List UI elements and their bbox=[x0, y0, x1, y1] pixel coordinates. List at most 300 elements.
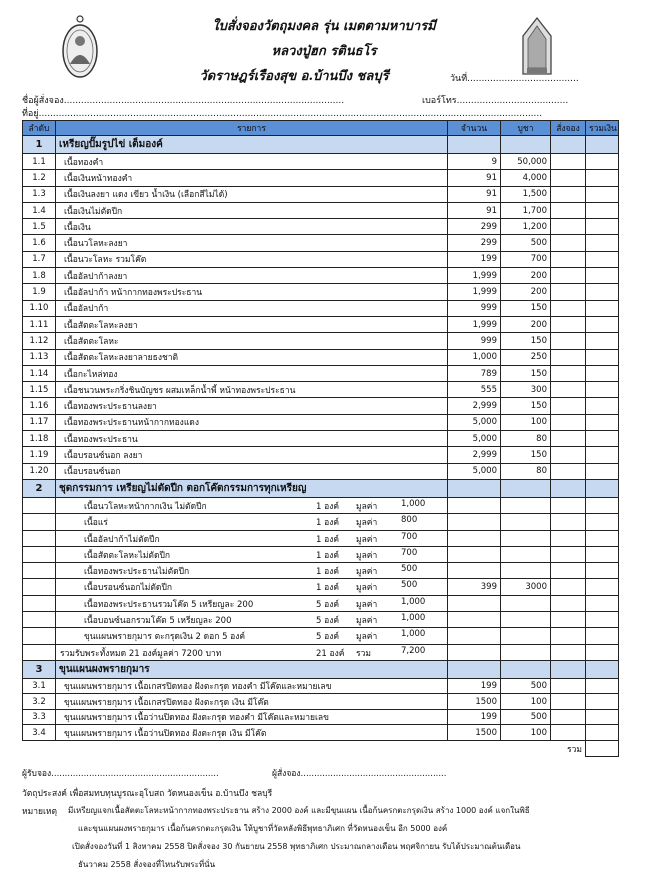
item-name: เนื้อเงินไม่ตัดปีก bbox=[56, 202, 448, 218]
item-quantity: 91 bbox=[448, 170, 501, 186]
item-value-label: มูลค่า bbox=[356, 599, 378, 610]
item-number bbox=[23, 563, 56, 579]
item-value-label: มูลค่า bbox=[356, 550, 378, 561]
section-empty-cell bbox=[501, 660, 551, 678]
item-count: 5 องค์ bbox=[316, 616, 340, 627]
section-empty-cell bbox=[551, 136, 586, 154]
item-total-cell[interactable] bbox=[586, 709, 619, 725]
item-name: เนื้อทองพระประธานหน้ากากทองแดง bbox=[56, 414, 448, 430]
item-count: 1 องค์ bbox=[316, 583, 340, 594]
item-value: 1,000 bbox=[401, 613, 426, 624]
item-value: 500 bbox=[401, 580, 418, 591]
table-row bbox=[23, 725, 619, 741]
note-label: หมายเหตุ bbox=[22, 807, 57, 817]
col-qty: จำนวน bbox=[448, 121, 501, 136]
item-quantity: 789 bbox=[448, 365, 501, 381]
table-row bbox=[23, 170, 619, 186]
temple-name: วัดราษฎร์เรืองสุข อ.บ้านบึง ชลบุรี bbox=[199, 69, 389, 84]
table-row bbox=[23, 546, 619, 562]
item-total-cell[interactable] bbox=[586, 365, 619, 381]
orderer-signature[interactable]: ผู้สั่งจอง...................................................... bbox=[272, 769, 447, 779]
item-name: เนื้อบรอนซ์นอกไม่ตัดปีก bbox=[84, 583, 172, 594]
item-count: 1 องค์ bbox=[316, 534, 340, 545]
table-row bbox=[23, 154, 619, 170]
item-number: 1.16 bbox=[23, 398, 56, 414]
order-quantity-input[interactable] bbox=[551, 694, 586, 710]
item-name: เนื้อแร่ bbox=[84, 518, 108, 529]
order-quantity-input[interactable] bbox=[551, 202, 586, 218]
item-quantity: 2,999 bbox=[448, 398, 501, 414]
item-value: 700 bbox=[401, 547, 418, 558]
item-quantity bbox=[448, 497, 501, 513]
item-count: 21 องค์ bbox=[316, 648, 345, 659]
section-empty-cell bbox=[501, 136, 551, 154]
item-quantity: 199 bbox=[448, 251, 501, 267]
item-total-cell[interactable] bbox=[586, 154, 619, 170]
table-row bbox=[23, 398, 619, 414]
table-row bbox=[23, 251, 619, 267]
item-total-cell[interactable] bbox=[586, 514, 619, 530]
item-number: 3.2 bbox=[23, 694, 56, 710]
item-name: เนื้ออัลปาก้า หน้ากากทองพระประธาน bbox=[56, 284, 448, 300]
item-number: 1.12 bbox=[23, 333, 56, 349]
item-name: เนื้อชนวนพระกริ่งชินบัญชร ผสมเหล็กน้ำพี้ หน้าทองพระประธาน bbox=[56, 382, 448, 398]
order-quantity-input[interactable] bbox=[551, 530, 586, 546]
item-value: 700 bbox=[401, 531, 418, 542]
order-quantity-input[interactable] bbox=[551, 628, 586, 644]
item-description bbox=[56, 497, 448, 513]
order-quantity-input[interactable] bbox=[551, 447, 586, 463]
table-row bbox=[23, 316, 619, 332]
item-value-label: มูลค่า bbox=[356, 632, 378, 643]
section-row bbox=[23, 136, 619, 154]
item-total-cell[interactable] bbox=[586, 497, 619, 513]
item-total-cell[interactable] bbox=[586, 414, 619, 430]
item-number bbox=[23, 644, 56, 660]
item-quantity: 1500 bbox=[448, 725, 501, 741]
item-number: 1.1 bbox=[23, 154, 56, 170]
note-line-2: และขุนแผนผงพรายกุมาร เนื้อก้นครกตะกรุดเงิน ให้บูชาที่วัดหลังพิธีพุทธาภิเศก ที่วัดหนองเข็น อีก 5000 องค์ bbox=[78, 824, 448, 833]
order-quantity-input[interactable] bbox=[551, 546, 586, 562]
item-price bbox=[501, 497, 551, 513]
date-field[interactable]: วันที่....................................... bbox=[450, 74, 579, 84]
section-empty-cell bbox=[448, 136, 501, 154]
item-total-cell[interactable] bbox=[586, 300, 619, 316]
item-quantity: 2,999 bbox=[448, 447, 501, 463]
item-number: 3.4 bbox=[23, 725, 56, 741]
item-quantity: 999 bbox=[448, 333, 501, 349]
item-price bbox=[501, 612, 551, 628]
item-quantity bbox=[448, 644, 501, 660]
grand-total-label: รวม bbox=[567, 744, 582, 755]
table-row bbox=[23, 628, 619, 644]
item-quantity: 5,000 bbox=[448, 414, 501, 430]
item-number: 1.11 bbox=[23, 316, 56, 332]
item-price: 200 bbox=[501, 316, 551, 332]
item-price: 300 bbox=[501, 382, 551, 398]
item-total-cell[interactable] bbox=[586, 628, 619, 644]
table-row bbox=[23, 709, 619, 725]
item-total-cell[interactable] bbox=[586, 235, 619, 251]
order-quantity-input[interactable] bbox=[551, 709, 586, 725]
item-name: เนื้ออัลปาก้า bbox=[56, 300, 448, 316]
item-quantity bbox=[448, 563, 501, 579]
item-price: 500 bbox=[501, 235, 551, 251]
item-number bbox=[23, 628, 56, 644]
table-row bbox=[23, 202, 619, 218]
item-number: 1.14 bbox=[23, 365, 56, 381]
item-name: เนื้อเงินหน้าทองคำ bbox=[56, 170, 448, 186]
item-number bbox=[23, 530, 56, 546]
order-quantity-input[interactable] bbox=[551, 398, 586, 414]
item-price: 1,700 bbox=[501, 202, 551, 218]
table-row bbox=[23, 235, 619, 251]
order-quantity-input[interactable] bbox=[551, 579, 586, 595]
address-field[interactable]: ที่อยู่................................................................................................................................................................................ bbox=[22, 109, 543, 119]
item-name: ขุนแผนพรายกุมาร เนื้อเกสรปิดทอง ฝังตะกรุด เงิน มีโค๊ต bbox=[56, 694, 448, 710]
section-number: 1 bbox=[23, 136, 56, 154]
item-name: เนื้อเงิน bbox=[56, 219, 448, 235]
table-row bbox=[23, 497, 619, 513]
item-total-cell[interactable] bbox=[586, 382, 619, 398]
table-header-row bbox=[23, 121, 619, 136]
item-price bbox=[501, 644, 551, 660]
item-number: 1.4 bbox=[23, 202, 56, 218]
item-number: 1.3 bbox=[23, 186, 56, 202]
item-price: 150 bbox=[501, 447, 551, 463]
item-price: 1,500 bbox=[501, 186, 551, 202]
table-row bbox=[23, 678, 619, 694]
section-title: เหรียญปั๊มรูปไข่ เต็มองค์ bbox=[56, 136, 448, 154]
set-total-row bbox=[23, 644, 619, 660]
item-total-cell[interactable] bbox=[586, 316, 619, 332]
order-quantity-input[interactable] bbox=[551, 365, 586, 381]
grand-total-row bbox=[23, 740, 619, 757]
item-total-cell[interactable] bbox=[586, 202, 619, 218]
item-name: เนื้อสัตตะโลหะลงยา bbox=[56, 316, 448, 332]
order-quantity-input[interactable] bbox=[551, 235, 586, 251]
item-total-cell[interactable] bbox=[586, 678, 619, 694]
orderer-name-field[interactable]: ชื่อผู้สั่งจอง.................................................................................................. bbox=[22, 96, 345, 106]
item-value-label: มูลค่า bbox=[356, 567, 378, 578]
table-row bbox=[23, 365, 619, 381]
order-quantity-input[interactable] bbox=[551, 463, 586, 479]
item-description bbox=[56, 628, 448, 644]
item-price bbox=[501, 595, 551, 611]
phone-field[interactable]: เบอร์โทร....................................... bbox=[422, 96, 569, 106]
order-quantity-input[interactable] bbox=[551, 219, 586, 235]
item-price: 3000 bbox=[501, 579, 551, 595]
receiver-signature[interactable]: ผู้รับจอง.............................................................. bbox=[22, 769, 219, 779]
item-name: เนื้อทองพระประธานลงยา bbox=[56, 398, 448, 414]
item-price: 200 bbox=[501, 284, 551, 300]
item-name: ขุนแผนพรายกุมาร เนื้อว่านปิดทอง ฝังตะกรุด ทองคำ มีโค๊ตและหมายเลข bbox=[56, 709, 448, 725]
item-description bbox=[56, 612, 448, 628]
item-price: 150 bbox=[501, 398, 551, 414]
order-quantity-input[interactable] bbox=[551, 284, 586, 300]
order-quantity-input[interactable] bbox=[551, 431, 586, 447]
item-quantity: 9 bbox=[448, 154, 501, 170]
item-total-cell[interactable] bbox=[586, 284, 619, 300]
table-row bbox=[23, 300, 619, 316]
table-row bbox=[23, 219, 619, 235]
item-name: เนื้อทองพระประธาน bbox=[56, 431, 448, 447]
item-value-label: มูลค่า bbox=[356, 583, 378, 594]
item-quantity: 1,999 bbox=[448, 316, 501, 332]
item-total-cell[interactable] bbox=[586, 612, 619, 628]
item-quantity: 91 bbox=[448, 202, 501, 218]
item-name: เนื้อทองคำ bbox=[56, 154, 448, 170]
order-quantity-input[interactable] bbox=[551, 154, 586, 170]
item-value: 500 bbox=[401, 564, 418, 575]
item-number: 1.8 bbox=[23, 268, 56, 284]
item-number: 3.1 bbox=[23, 678, 56, 694]
col-order: สั่งจอง bbox=[551, 121, 586, 136]
item-price: 500 bbox=[501, 678, 551, 694]
item-number bbox=[23, 497, 56, 513]
form-title: ใบสั่งจองวัตถุมงคล รุ่น เมตตามหาบารมี bbox=[212, 19, 436, 34]
item-count: 1 องค์ bbox=[316, 518, 340, 529]
item-description bbox=[56, 514, 448, 530]
item-total-cell[interactable] bbox=[586, 251, 619, 267]
order-table bbox=[22, 120, 619, 757]
note-line-1: มีเหรียญแจกเนื้อสัตตะโลหะหน้ากากทองพระประธาน สร้าง 2000 องค์ และมีขุนแผน เนื้อก้นครกตะกรุดเงิน สร้าง 1000 องค์ แจกในพิธี bbox=[68, 806, 530, 815]
item-description bbox=[56, 546, 448, 562]
item-number: 1.20 bbox=[23, 463, 56, 479]
item-name: รวมรับพระทั้งหมด 21 องค์มูลค่า 7200 บาท bbox=[60, 648, 222, 659]
item-number: 1.15 bbox=[23, 382, 56, 398]
order-quantity-input[interactable] bbox=[551, 678, 586, 694]
item-value-label: มูลค่า bbox=[356, 616, 378, 627]
item-quantity: 1,999 bbox=[448, 268, 501, 284]
table-row bbox=[23, 612, 619, 628]
item-name: ขุนแผนพรายกุมาร ตะกรุดเงิน 2 ดอก 5 องค์ bbox=[84, 632, 246, 643]
item-name: เนื้อบรอนซ์นอก bbox=[56, 463, 448, 479]
item-quantity: 1500 bbox=[448, 694, 501, 710]
item-total-cell[interactable] bbox=[586, 398, 619, 414]
table-row bbox=[23, 463, 619, 479]
item-number: 1.7 bbox=[23, 251, 56, 267]
item-value: 1,000 bbox=[401, 498, 426, 509]
item-number: 1.19 bbox=[23, 447, 56, 463]
item-total-cell[interactable] bbox=[586, 349, 619, 365]
section-title: ขุนแผนผงพรายกุมาร bbox=[56, 660, 448, 678]
item-quantity bbox=[448, 514, 501, 530]
table-row bbox=[23, 694, 619, 710]
section-title: ชุดกรรมการ เหรียญไม่ตัดปีก ตอกโค๊ตกรรมการทุกเหรียญ bbox=[56, 479, 448, 497]
order-quantity-input[interactable] bbox=[551, 170, 586, 186]
item-price bbox=[501, 514, 551, 530]
item-count: 1 องค์ bbox=[316, 550, 340, 561]
item-price bbox=[501, 628, 551, 644]
item-total-cell[interactable] bbox=[586, 447, 619, 463]
item-quantity: 399 bbox=[448, 579, 501, 595]
table-row bbox=[23, 447, 619, 463]
item-number: 1.5 bbox=[23, 219, 56, 235]
item-number bbox=[23, 546, 56, 562]
section-empty-cell bbox=[586, 136, 619, 154]
item-total-cell[interactable] bbox=[586, 186, 619, 202]
item-quantity: 1,999 bbox=[448, 284, 501, 300]
order-quantity-input[interactable] bbox=[551, 563, 586, 579]
item-name: เนื้ออัลปาก้าไม่ตัดปีก bbox=[84, 534, 160, 545]
item-name: เนื้อสัตตะโลหะลงยาลายธงชาติ bbox=[56, 349, 448, 365]
item-count: 5 องค์ bbox=[316, 599, 340, 610]
item-total-cell[interactable] bbox=[586, 170, 619, 186]
item-count: 1 องค์ bbox=[316, 567, 340, 578]
item-total-cell[interactable] bbox=[586, 463, 619, 479]
order-quantity-input[interactable] bbox=[551, 514, 586, 530]
item-total-cell[interactable] bbox=[586, 333, 619, 349]
item-price: 80 bbox=[501, 431, 551, 447]
table-row bbox=[23, 284, 619, 300]
section-row bbox=[23, 660, 619, 678]
item-price: 150 bbox=[501, 333, 551, 349]
item-total-cell[interactable] bbox=[586, 579, 619, 595]
monk-name: หลวงปู่ฮก รตินธโร bbox=[271, 44, 377, 59]
item-value: 800 bbox=[401, 515, 418, 526]
order-quantity-input[interactable] bbox=[551, 497, 586, 513]
item-quantity: 5,000 bbox=[448, 431, 501, 447]
table-row bbox=[23, 268, 619, 284]
order-quantity-input[interactable] bbox=[551, 333, 586, 349]
item-description bbox=[56, 579, 448, 595]
order-quantity-input[interactable] bbox=[551, 186, 586, 202]
item-price: 150 bbox=[501, 300, 551, 316]
table-row bbox=[23, 431, 619, 447]
order-quantity-input[interactable] bbox=[551, 316, 586, 332]
item-total-cell[interactable] bbox=[586, 563, 619, 579]
order-quantity-input[interactable] bbox=[551, 268, 586, 284]
item-total-cell[interactable] bbox=[586, 530, 619, 546]
item-price: 50,000 bbox=[501, 154, 551, 170]
section-empty-cell bbox=[586, 479, 619, 497]
item-price: 500 bbox=[501, 709, 551, 725]
item-total-cell[interactable] bbox=[586, 546, 619, 562]
table-row bbox=[23, 563, 619, 579]
item-value-label: มูลค่า bbox=[356, 501, 378, 512]
item-total-cell[interactable] bbox=[586, 694, 619, 710]
item-value-label: มูลค่า bbox=[356, 518, 378, 529]
table-row bbox=[23, 333, 619, 349]
item-total-cell[interactable] bbox=[586, 644, 619, 660]
item-quantity: 199 bbox=[448, 678, 501, 694]
item-number bbox=[23, 514, 56, 530]
item-description bbox=[56, 530, 448, 546]
item-name: เนื้อสัตตะโลหะไม่ตัดปีก bbox=[84, 550, 171, 561]
item-name: เนื้อบรอนซ์นอก ลงยา bbox=[56, 447, 448, 463]
item-name: เนื้อทองพระประธานไม่ตัดปีก bbox=[84, 567, 190, 578]
item-price: 4,000 bbox=[501, 170, 551, 186]
item-number: 1.9 bbox=[23, 284, 56, 300]
item-name: เนื้อสัตตะโลหะ bbox=[56, 333, 448, 349]
order-quantity-input[interactable] bbox=[551, 382, 586, 398]
col-price: บูชา bbox=[501, 121, 551, 136]
order-quantity-input[interactable] bbox=[551, 300, 586, 316]
item-quantity: 199 bbox=[448, 709, 501, 725]
item-name: เนื้อกะไหล่ทอง bbox=[56, 365, 448, 381]
item-value-label: รวม bbox=[356, 648, 371, 659]
section-empty-cell bbox=[586, 660, 619, 678]
grand-total-box[interactable] bbox=[586, 740, 619, 757]
table-row bbox=[23, 595, 619, 611]
item-number: 3.3 bbox=[23, 709, 56, 725]
order-quantity-input[interactable] bbox=[551, 251, 586, 267]
order-quantity-input[interactable] bbox=[551, 349, 586, 365]
section-number: 2 bbox=[23, 479, 56, 497]
item-price: 150 bbox=[501, 365, 551, 381]
item-price: 200 bbox=[501, 268, 551, 284]
item-name: เนื้อทองพระประธานรวมโค๊ต 5 เหรียญละ 200 bbox=[84, 599, 254, 610]
item-value-label: มูลค่า bbox=[356, 534, 378, 545]
col-item: รายการ bbox=[56, 121, 448, 136]
item-description bbox=[56, 644, 448, 660]
item-quantity bbox=[448, 546, 501, 562]
item-name: เนื้อนวะโลหะ รวมโค๊ต bbox=[56, 251, 448, 267]
item-total-cell[interactable] bbox=[586, 595, 619, 611]
order-quantity-input[interactable] bbox=[551, 595, 586, 611]
order-quantity-input[interactable] bbox=[551, 414, 586, 430]
item-quantity: 299 bbox=[448, 219, 501, 235]
item-quantity: 299 bbox=[448, 235, 501, 251]
item-count: 1 องค์ bbox=[316, 501, 340, 512]
item-price: 250 bbox=[501, 349, 551, 365]
section-row bbox=[23, 479, 619, 497]
item-price bbox=[501, 546, 551, 562]
item-name: เนื้อนวโลหะหน้ากากเงิน ไม่ตัดปีก bbox=[84, 501, 207, 512]
order-quantity-input[interactable] bbox=[551, 612, 586, 628]
item-quantity bbox=[448, 612, 501, 628]
item-name: เนื้อนวโลหะลงยา bbox=[56, 235, 448, 251]
item-number bbox=[23, 612, 56, 628]
section-empty-cell bbox=[501, 479, 551, 497]
item-name: เนื้ออัลปาก้าลงยา bbox=[56, 268, 448, 284]
item-number: 1.18 bbox=[23, 431, 56, 447]
item-quantity: 555 bbox=[448, 382, 501, 398]
item-value: 1,000 bbox=[401, 629, 426, 640]
table-row bbox=[23, 186, 619, 202]
table-row bbox=[23, 382, 619, 398]
item-description bbox=[56, 595, 448, 611]
item-price bbox=[501, 563, 551, 579]
item-quantity: 5,000 bbox=[448, 463, 501, 479]
item-price: 80 bbox=[501, 463, 551, 479]
table-row bbox=[23, 414, 619, 430]
purpose-text: วัตถุประสงค์ เพื่อสมทบทุนบูรณะอุโบสถ วัดหนองเข็น อ.บ้านบึง ชลบุรี bbox=[22, 789, 273, 799]
item-total-cell[interactable] bbox=[586, 725, 619, 741]
item-quantity bbox=[448, 628, 501, 644]
note-line-3: เปิดสั่งจองวันที่ 1 สิงหาคม 2558 ปิดสั่งจอง 30 กันยายน 2558 พุทธาภิเศก ประมาณกลางเดือน พฤศจิกายน รับได้ประมาณต้นเดือน bbox=[72, 842, 521, 851]
order-quantity-input[interactable] bbox=[551, 644, 586, 660]
item-total-cell[interactable] bbox=[586, 431, 619, 447]
item-total-cell[interactable] bbox=[586, 219, 619, 235]
item-total-cell[interactable] bbox=[586, 268, 619, 284]
item-price: 700 bbox=[501, 251, 551, 267]
item-price: 1,200 bbox=[501, 219, 551, 235]
col-total: รวมเงิน bbox=[586, 121, 619, 136]
section-number: 3 bbox=[23, 660, 56, 678]
item-number: 1.17 bbox=[23, 414, 56, 430]
order-quantity-input[interactable] bbox=[551, 725, 586, 741]
item-number: 1.13 bbox=[23, 349, 56, 365]
note-line-4: ธันวาคม 2558 สั่งจองที่ไหนรับพระที่นั่น bbox=[78, 860, 216, 869]
table-row bbox=[23, 349, 619, 365]
item-count: 5 องค์ bbox=[316, 632, 340, 643]
item-value: 1,000 bbox=[401, 596, 426, 607]
item-quantity: 1,000 bbox=[448, 349, 501, 365]
item-value: 7,200 bbox=[401, 645, 426, 656]
item-quantity: 91 bbox=[448, 186, 501, 202]
